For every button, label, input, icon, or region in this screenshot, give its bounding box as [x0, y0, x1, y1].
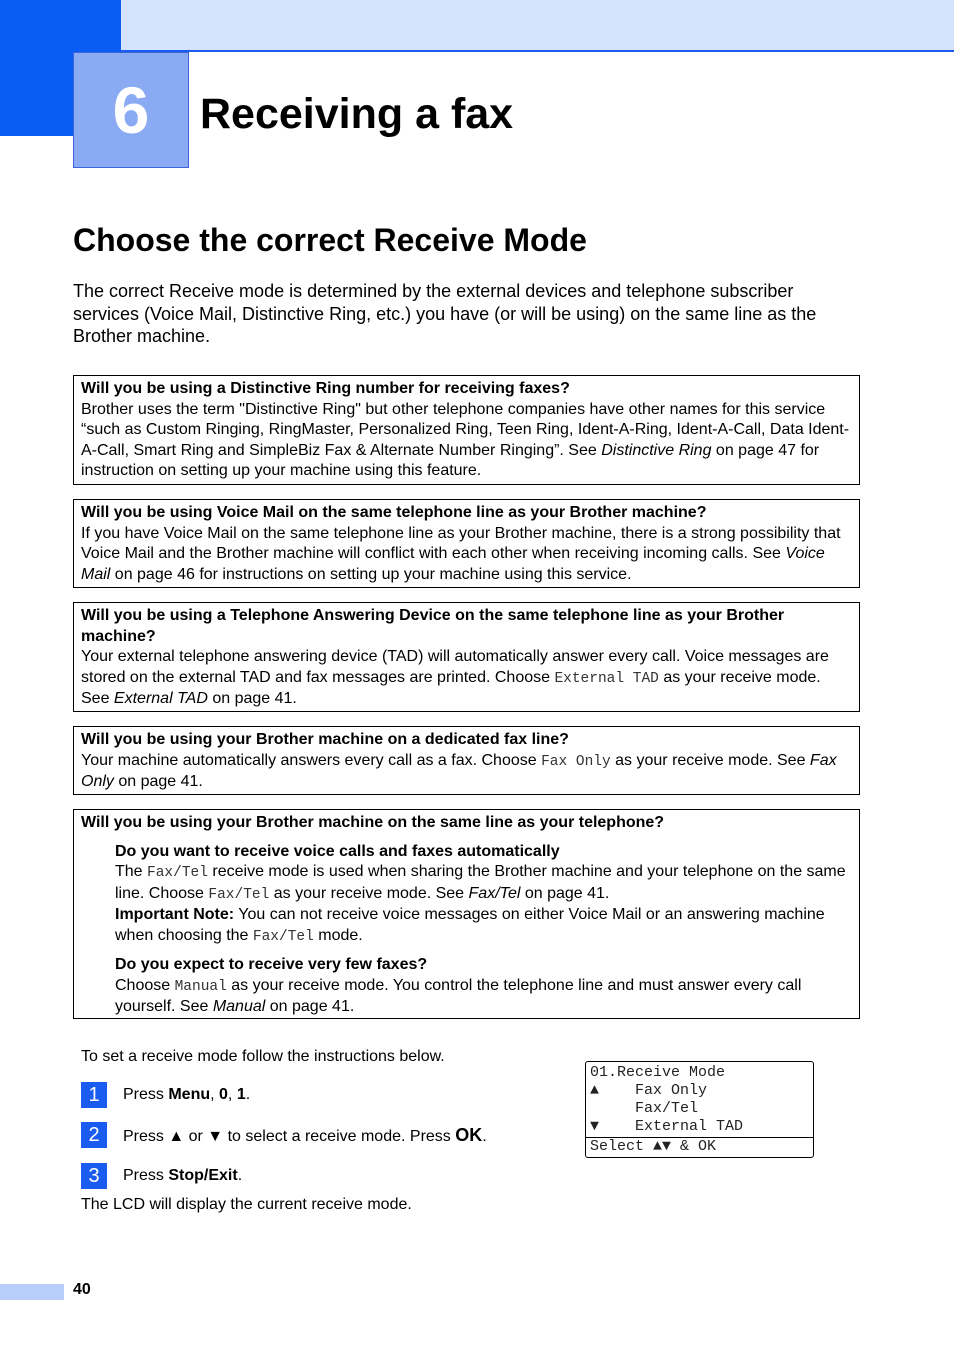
- question-box-tad: [73, 602, 860, 712]
- answer-text: on page 41.: [265, 998, 355, 1015]
- answer-text: as your receive mode. See: [610, 751, 810, 769]
- step-text: Press Menu, 0, 1.: [123, 1086, 251, 1103]
- reference-link: Voice Mail: [81, 545, 825, 583]
- answer-text: as your receive mode. See: [81, 668, 821, 707]
- lcd-display: [585, 1061, 814, 1158]
- chapter-title: Receiving a fax: [200, 90, 514, 138]
- mode-name: Fax Only: [541, 753, 611, 770]
- answer-text: Brother uses the term "Distinctive Ring" but other telephone companies have other names for this service “such as Custom Ringing, RingMaster, Personalized Ring, Teen Ring, Ident-A-Ring, Ident-A-Call, Data Ident-A-Call, Smart Ring and SimpleBiz Fax & Alternate Number Ringing”. See: [81, 400, 850, 459]
- answer-text: on page 46 for instructions on setting up your machine using this service.: [110, 565, 632, 583]
- sub-question-heading: Do you expect to receive very few faxes?: [115, 956, 428, 973]
- step-number-badge: 3: [81, 1163, 107, 1189]
- step-1: [81, 1082, 250, 1108]
- answer-text: If you have Voice Mail on the same telephone line as your Brother machine, there is a strong possibility that Voice Mail and the Brother machine will conflict with each other when receiving incoming calls. See: [81, 524, 841, 562]
- step-2: [81, 1122, 487, 1148]
- sub-question-few-faxes: [115, 955, 852, 1018]
- question-heading: Will you be using a Distinctive Ring number for receiving faxes?: [81, 380, 570, 397]
- lcd-line: Fax/Tel: [590, 1100, 699, 1117]
- answer-text: on page 41.: [113, 773, 203, 790]
- reference-link: Fax Only: [81, 751, 837, 790]
- question-heading: Will you be using a Telephone Answering Device on the same telephone line as your Brother machine?: [81, 607, 785, 645]
- step-text: Press Stop/Exit.: [123, 1167, 243, 1184]
- step-3: [81, 1163, 242, 1189]
- mode-name: External TAD: [554, 670, 659, 687]
- lcd-line: Select ▲▼ & OK: [590, 1138, 717, 1155]
- answer-text: receive mode is used when sharing the Brother machine and your telephone on the same line. Choose: [115, 863, 846, 902]
- lcd-line: ▼ External TAD: [590, 1118, 744, 1135]
- mode-name: Fax/Tel: [208, 886, 270, 903]
- lcd-line: ▲ Fax Only: [590, 1082, 708, 1099]
- lcd-line: 01.Receive Mode: [590, 1064, 726, 1081]
- question-heading: Will you be using your Brother machine on the same line as your telephone?: [81, 814, 665, 831]
- intro-paragraph: The correct Receive mode is determined by the external devices and telephone subscriber services (Voice Mail, Distinctive Ring, etc.) you have (or will be using) on the same line as the Brother machine.: [73, 281, 817, 346]
- answer-text: as your receive mode. You control the telephone line and must answer every call yourself. See: [115, 976, 802, 1015]
- answer-text: on page 47 for instruction on setting up your machine using this feature.: [81, 441, 820, 479]
- instructions-text: To set a receive mode follow the instructions below.: [81, 1048, 445, 1065]
- answer-text: on page 41.: [207, 690, 297, 707]
- question-heading: Will you be using Voice Mail on the same telephone line as your Brother machine?: [81, 504, 707, 521]
- step-text: Press ▲ or ▼ to select a receive mode. Press OK.: [123, 1124, 487, 1145]
- question-box-voice-mail: [73, 499, 860, 588]
- reference-link: External TAD: [113, 690, 208, 707]
- answer-text: on page 41.: [520, 884, 610, 902]
- note-text: mode.: [313, 926, 363, 944]
- question-box-dedicated-fax: [73, 726, 860, 795]
- question-box-distinctive-ring: [73, 375, 860, 485]
- mode-name: Fax/Tel: [147, 865, 208, 881]
- answer-text: Your machine automatically answers every call as a fax. Choose: [81, 751, 542, 769]
- answer-text: as your receive mode. See: [269, 884, 469, 902]
- reference-link: Distinctive Ring: [601, 441, 712, 459]
- section-title: Choose the correct Receive Mode: [73, 222, 587, 258]
- reference-link: Manual: [212, 998, 266, 1015]
- result-text: The LCD will display the current receive mode.: [81, 1196, 412, 1213]
- question-box-shared-line: [73, 809, 860, 1019]
- important-note-label: Important Note:: [115, 906, 235, 923]
- chapter-number: 6: [73, 52, 189, 168]
- note-text: You can not receive voice messages on either Voice Mail or an answering machine when choosing the: [115, 906, 825, 944]
- mode-name: Fax/Tel: [252, 928, 314, 945]
- question-heading: Will you be using your Brother machine on a dedicated fax line?: [81, 731, 569, 748]
- step-number-badge: 2: [81, 1122, 107, 1148]
- reference-link: Fax/Tel: [468, 884, 521, 902]
- sub-question-automatic: [115, 842, 852, 948]
- header-band: [0, 0, 954, 52]
- answer-text: The: [115, 863, 148, 880]
- answer-text: Choose: [115, 976, 175, 994]
- page-number: 40: [73, 1281, 91, 1298]
- sub-question-heading: Do you want to receive voice calls and faxes automatically: [115, 842, 560, 860]
- footer-band: [0, 1284, 64, 1300]
- step-number-badge: 1: [81, 1082, 107, 1108]
- mode-name: Manual: [174, 978, 227, 995]
- answer-text: Your external telephone answering device (TAD) will automatically answer every call. Voice messages are stored on the external TAD and fax messages are printed. Choose: [81, 648, 829, 686]
